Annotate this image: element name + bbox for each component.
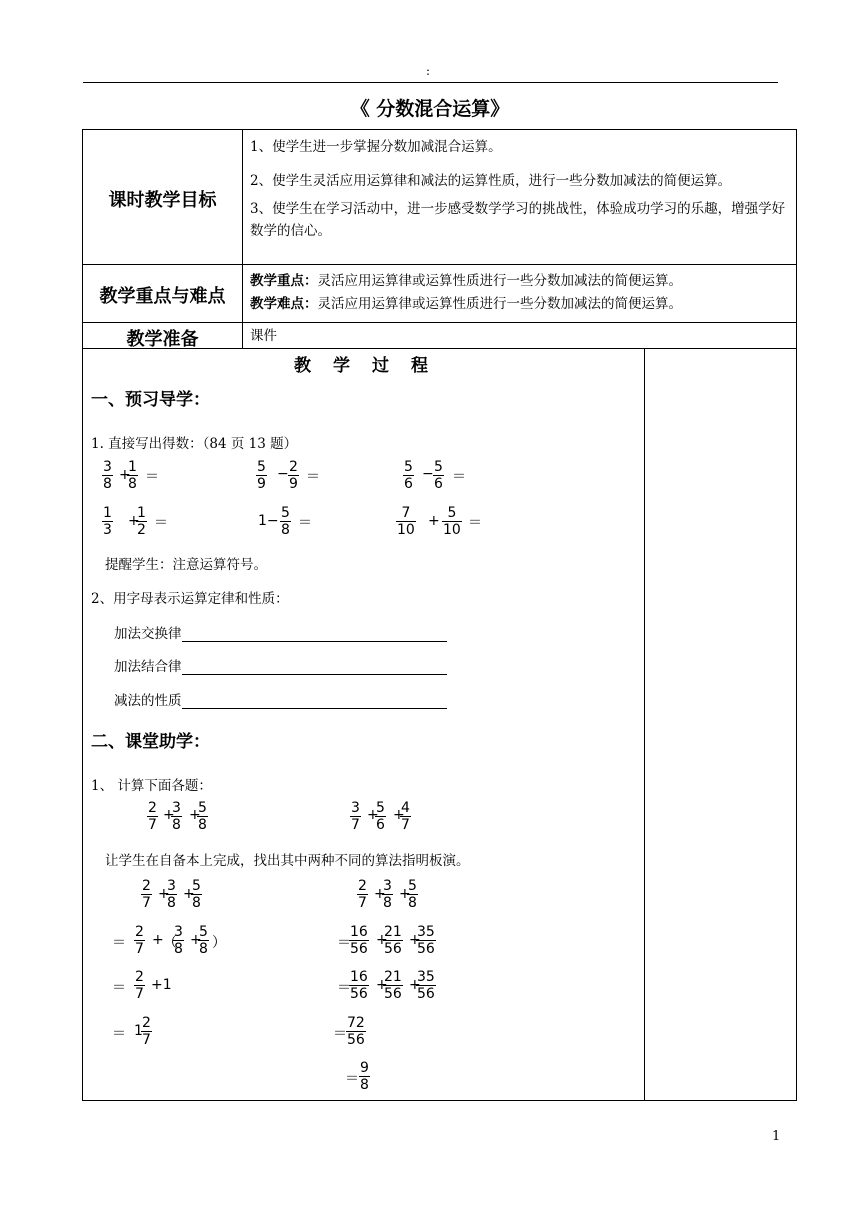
frac-21-56: $\frac{21}{56}$: [384, 969, 402, 1002]
section1-q1: 1. 直接写出得数：（84 页 13 题）: [91, 436, 298, 452]
frac-p1: $\frac{2}{7}$: [148, 800, 157, 833]
frac-a2: $\frac{1}{8}$: [128, 459, 137, 492]
op-plus: +: [393, 807, 405, 823]
frac-b2: $\frac{2}{9}$: [289, 459, 298, 492]
op-eq: ＝: [145, 469, 159, 485]
law-commutative-label: 加法交换律: [114, 626, 182, 642]
op-plus: +: [128, 513, 140, 529]
op-minus: −: [422, 466, 434, 482]
op-plus: +: [189, 807, 201, 823]
law-associative-label: 加法结合律: [114, 659, 182, 675]
frac-p3: $\frac{5}{8}$: [192, 878, 201, 911]
frac-q2: $\frac{5}{6}$: [376, 800, 385, 833]
frac-p3: $\frac{5}{8}$: [199, 924, 208, 957]
frac-p2: $\frac{3}{8}$: [383, 878, 392, 911]
op-eq: ＝: [337, 935, 351, 951]
difficulty: [250, 293, 790, 315]
frac-p3: $\frac{5}{8}$: [198, 800, 207, 833]
op-one-minus: 1−: [258, 513, 279, 529]
frac-9-8: $\frac{9}{8}$: [360, 1060, 369, 1093]
op-eq: ＝: [468, 515, 482, 531]
key-point-label: 教学重点：: [250, 273, 318, 289]
law-subtraction-label: 减法的性质: [114, 693, 182, 709]
op-plus: +: [376, 932, 388, 948]
frac-16-56: $\frac{16}{56}$: [350, 969, 368, 1002]
op-plus: +: [399, 886, 411, 902]
goal-3: 3、使学生在学习活动中，进一步感受数学学习的挑战性，体验成功学习的乐趣，增强学好数学的信心。: [250, 201, 786, 239]
answer-blank[interactable]: [182, 660, 447, 675]
op-lparen: （: [163, 935, 177, 951]
reminder: 提醒学生：注意运算符号。: [105, 557, 267, 573]
section1-title: 一、预习导学：: [91, 390, 210, 410]
op-plus: +: [428, 513, 440, 529]
op-rparen: ）: [212, 935, 226, 951]
op-eq: ＝: [306, 469, 320, 485]
frac-q1: $\frac{3}{7}$: [351, 800, 360, 833]
frac-q3: $\frac{4}{7}$: [401, 800, 410, 833]
frac-35-56: $\frac{35}{56}$: [417, 924, 435, 957]
answer-blank[interactable]: [182, 627, 447, 642]
op-plus: +: [119, 467, 131, 483]
instruction: 让学生在自备本上完成，找出其中两种不同的算法指明板演。: [105, 853, 470, 869]
frac-e1: $\frac{5}{8}$: [281, 505, 290, 538]
op-eq: ＝: [154, 515, 168, 531]
header-mark: :: [426, 64, 431, 78]
frac-72-56: $\frac{72}{56}$: [347, 1015, 365, 1048]
frac-p1: $\frac{2}{7}$: [358, 878, 367, 911]
key-point-text: 灵活应用运算律或运算性质进行一些分数加减法的简便运算。: [317, 273, 682, 289]
op-eq: ＝: [298, 515, 312, 531]
frac-21-56: $\frac{21}{56}$: [384, 924, 402, 957]
op-eq: ＝: [337, 980, 351, 996]
op-eq: ＝: [112, 980, 126, 996]
op-plus: +: [163, 807, 175, 823]
op-eq: ＝: [345, 1071, 359, 1087]
page-number: 1: [772, 1129, 781, 1144]
section2-q1: 1、 计算下面各题：: [91, 778, 212, 794]
law-commutative: [114, 622, 447, 642]
prep-text: 课件: [250, 328, 277, 344]
frac-f2: $\frac{5}{10}$: [443, 505, 461, 538]
frac-d1: $\frac{1}{3}$: [103, 505, 112, 538]
op-plus: +: [190, 932, 202, 948]
op-plus: +: [409, 977, 421, 993]
law-associative: [114, 655, 447, 675]
op-eq: ＝: [112, 935, 126, 951]
frac-35-56: $\frac{35}{56}$: [417, 969, 435, 1002]
frac-d2: $\frac{1}{2}$: [137, 505, 146, 538]
op-plus: +: [183, 886, 195, 902]
op-plus: +: [409, 932, 421, 948]
op-plus-one: +1: [151, 977, 172, 993]
op-plus: +: [152, 932, 164, 948]
op-plus: +: [374, 886, 386, 902]
section1-q2: 2、用字母表示运算定律和性质：: [91, 591, 289, 607]
op-plus: +: [376, 977, 388, 993]
op-plus: +: [367, 807, 379, 823]
frac-b1: $\frac{5}{9}$: [257, 459, 266, 492]
op-minus: −: [277, 466, 289, 482]
header-rule: [83, 82, 778, 83]
frac-p2: $\frac{3}{8}$: [172, 800, 181, 833]
frac-c2: $\frac{5}{6}$: [434, 459, 443, 492]
law-subtraction: [114, 689, 447, 709]
frac-a1: $\frac{3}{8}$: [103, 459, 112, 492]
goal-1: 1、使学生进一步掌握分数加减混合运算。: [250, 139, 502, 155]
keypoints-label: 教学重点与难点: [99, 286, 226, 307]
frac-p2: $\frac{3}{8}$: [167, 878, 176, 911]
frac-p1: $\frac{2}{7}$: [142, 878, 151, 911]
frac-p1: $\frac{2}{7}$: [135, 969, 144, 1002]
goal-2: 2、使学生灵活应用运算律和减法的运算性质，进行一些分数加减法的简便运算。: [250, 173, 732, 189]
frac-16-56: $\frac{16}{56}$: [350, 924, 368, 957]
op-eq: ＝: [112, 1026, 126, 1042]
op-eq: ＝: [452, 469, 466, 485]
frac-p1: $\frac{2}{7}$: [142, 1015, 151, 1048]
op-plus: +: [158, 886, 170, 902]
document-title: 《 分数混合运算》: [350, 98, 510, 120]
difficulty-label: 教学难点：: [250, 296, 318, 312]
frac-p2: $\frac{3}{8}$: [174, 924, 183, 957]
key-point: [250, 270, 790, 292]
frac-c1: $\frac{5}{6}$: [404, 459, 413, 492]
frac-f1: $\frac{7}{10}$: [397, 505, 415, 538]
whole-one: 1: [134, 1023, 143, 1039]
process-title: 教学过程: [294, 356, 450, 376]
prep-label: 教学准备: [126, 329, 199, 350]
goals-label: 课时教学目标: [108, 190, 217, 211]
answer-blank[interactable]: [182, 694, 447, 709]
frac-p3: $\frac{5}{8}$: [408, 878, 417, 911]
op-eq: ＝: [333, 1026, 347, 1042]
section2-title: 二、课堂助学：: [91, 732, 210, 752]
frac-p1: $\frac{2}{7}$: [135, 924, 144, 957]
difficulty-text: 灵活应用运算律或运算性质进行一些分数加减法的简便运算。: [317, 296, 682, 312]
